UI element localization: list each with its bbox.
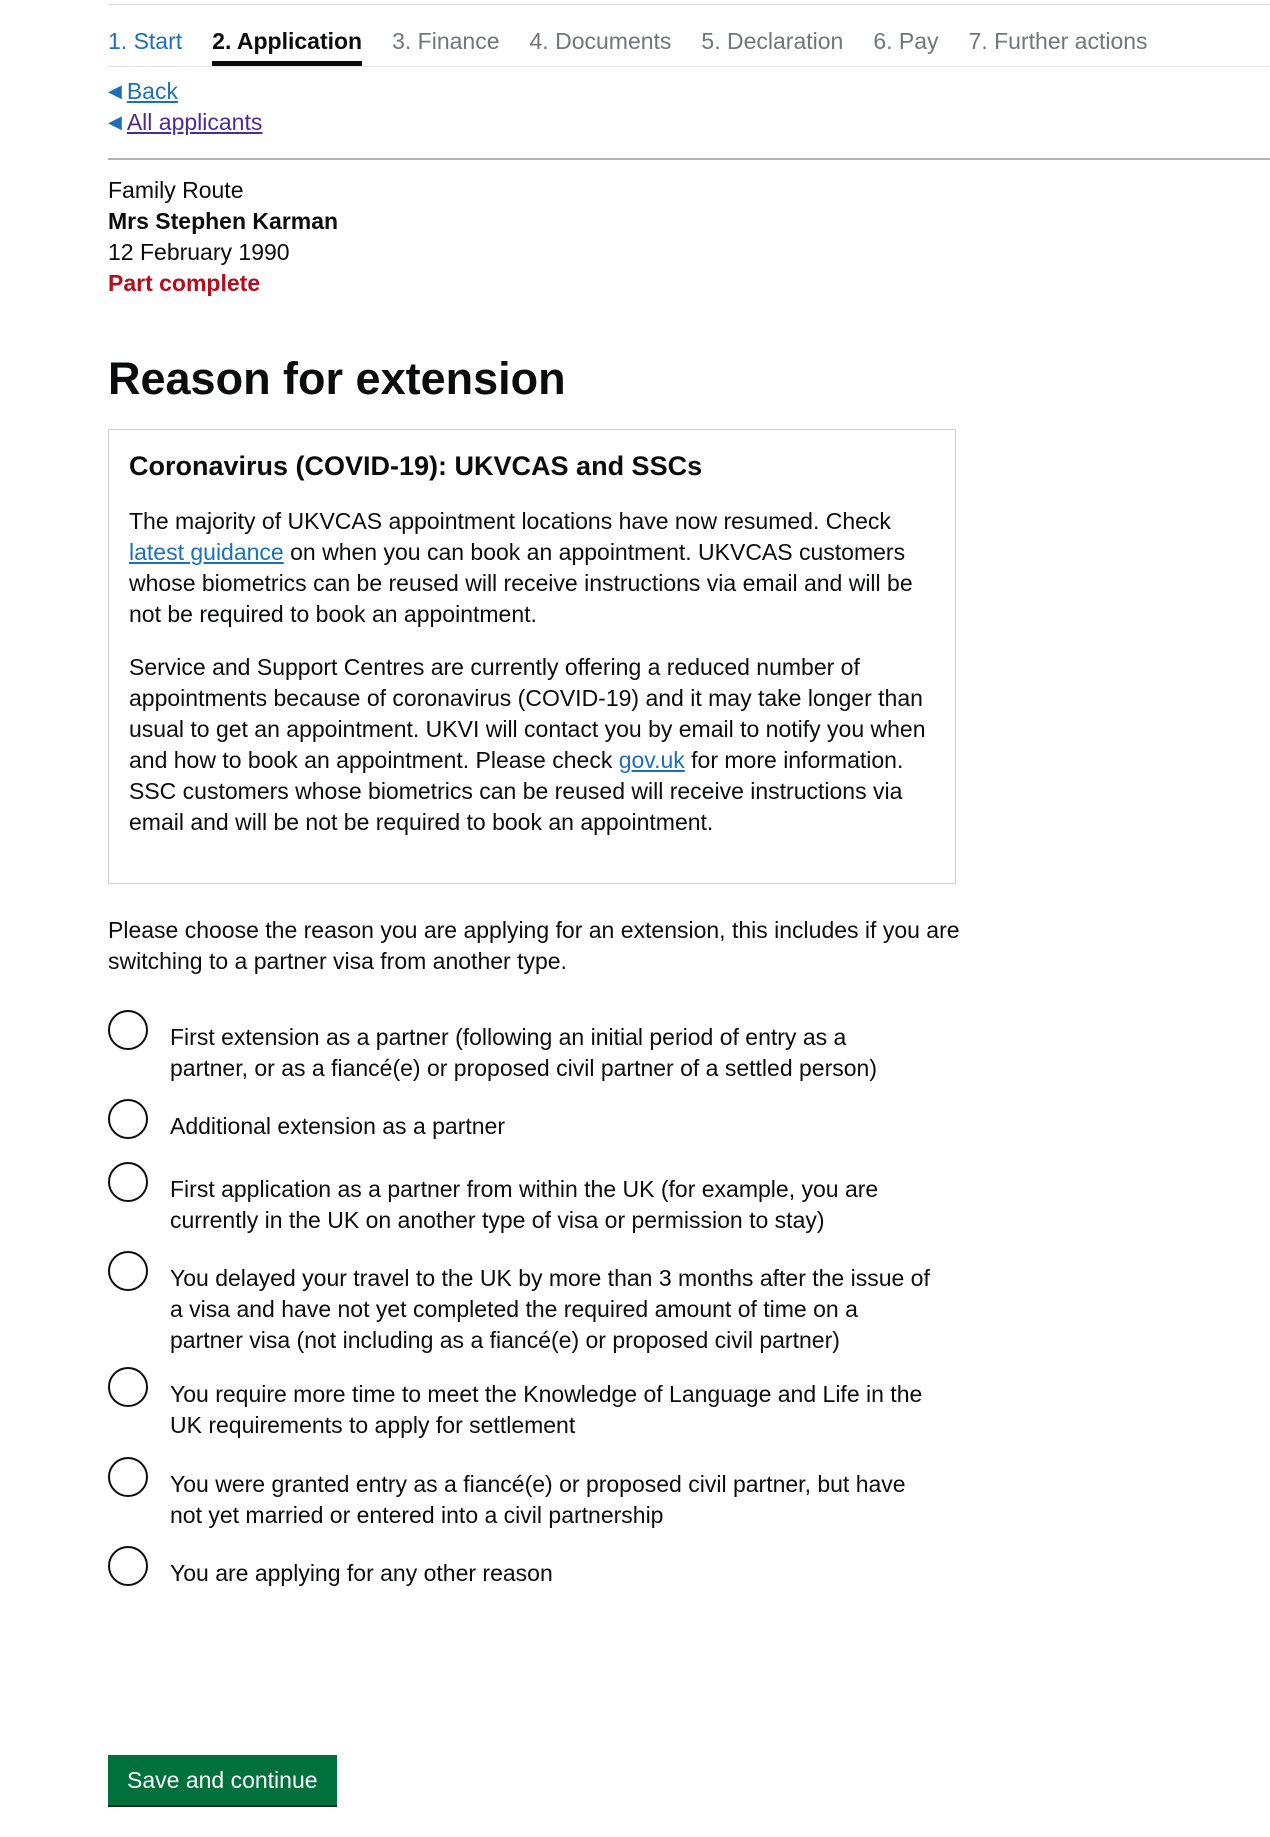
status-badge: Part complete [108, 270, 261, 296]
question-text: Please choose the reason you are applying for an extension, this includes if you are switching to a partner visa from another type. [108, 917, 960, 974]
save-and-continue-button[interactable]: Save and continue [108, 1755, 337, 1805]
option-label: First extension as a partner (following an initial period of entry as a partner, or as a fiancé(e) or proposed civil partner of a settled person) [170, 1024, 877, 1081]
radio-button[interactable] [108, 1546, 148, 1586]
notice-heading: Coronavirus (COVID-19): UKVCAS and SSCs [129, 451, 703, 481]
option-label: First application as a partner from within the UK (for example, you are currently in the UK on another type of visa or permission to stay) [170, 1176, 879, 1233]
notice-paragraph-2 [129, 652, 935, 838]
option-label: Additional extension as a partner [170, 1113, 505, 1139]
gov-uk-link[interactable]: gov.uk [618, 747, 685, 773]
back-link[interactable]: Back [126, 78, 178, 104]
step-declaration: 5. Declaration [701, 28, 844, 54]
reason-option-first-application-uk[interactable] [108, 1162, 930, 1236]
back-links [108, 76, 262, 138]
step-application: 2. Application [212, 26, 362, 66]
notice-text: The majority of UKVCAS appointment locations have now resumed. Check [129, 508, 891, 534]
option-label: You require more time to meet the Knowledge of Language and Life in the UK requirements to apply for settlement [170, 1381, 923, 1438]
radio-button[interactable] [108, 1099, 148, 1139]
top-divider [108, 4, 1270, 5]
step-pay: 6. Pay [873, 28, 939, 54]
step-documents: 4. Documents [529, 28, 672, 54]
notice-text: on when you can book an appointment. UKVCAS customers whose biometrics can be reused will receive instructions via email and will be not be required to book an appointment. [129, 539, 913, 627]
progress-steps [108, 26, 1270, 66]
latest-guidance-link[interactable]: latest guidance [129, 539, 284, 565]
page-title: Reason for extension [108, 353, 566, 404]
applicant-route: Family Route [108, 177, 244, 203]
reason-option-more-time-knowledge[interactable] [108, 1367, 930, 1441]
back-arrow-icon: ◀ [108, 81, 122, 101]
radio-button[interactable] [108, 1367, 148, 1407]
steps-divider [108, 66, 1270, 67]
applicant-summary [108, 175, 338, 299]
notice-paragraph-1 [129, 506, 935, 630]
option-label: You are applying for any other reason [170, 1560, 553, 1586]
radio-button[interactable] [108, 1251, 148, 1291]
reason-option-first-extension[interactable] [108, 1010, 930, 1084]
all-applicants-link[interactable]: All applicants [126, 109, 263, 135]
applicant-name: Mrs Stephen Karman [108, 208, 339, 234]
step-start[interactable]: 1. Start [108, 28, 183, 54]
reason-option-delayed-travel[interactable] [108, 1251, 930, 1356]
step-finance: 3. Finance [392, 28, 500, 54]
section-divider [108, 158, 1270, 160]
radio-button[interactable] [108, 1162, 148, 1202]
radio-button[interactable] [108, 1457, 148, 1497]
notice-text: Service and Support Centres are currently offering a reduced number of appointments because of coronavirus (COVID-19) and it may take longer than usual to get an appointment. UKVI will contact you by email to notify you when and how to book an appointment. Please check [129, 654, 926, 773]
reason-option-other[interactable] [108, 1546, 930, 1589]
option-label: You delayed your travel to the UK by more than 3 months after the issue of a visa and have not yet completed the required amount of time on a partner visa (not including as a fiancé(e) or proposed civil partner) [170, 1265, 930, 1353]
radio-button[interactable] [108, 1010, 148, 1050]
step-further-actions: 7. Further actions [968, 28, 1148, 54]
option-label: You were granted entry as a fiancé(e) or proposed civil partner, but have not yet married or entered into a civil partnership [170, 1471, 906, 1528]
applicant-dob: 12 February 1990 [108, 239, 290, 265]
reason-option-fiance-not-married[interactable] [108, 1457, 930, 1531]
notice-text: for more information. SSC customers whose biometrics can be reused will receive instructions via email and will be not be required to book an appointment. [129, 747, 904, 835]
back-arrow-icon: ◀ [108, 112, 122, 132]
covid-notice [108, 429, 956, 884]
reason-option-additional-extension[interactable] [108, 1099, 930, 1142]
